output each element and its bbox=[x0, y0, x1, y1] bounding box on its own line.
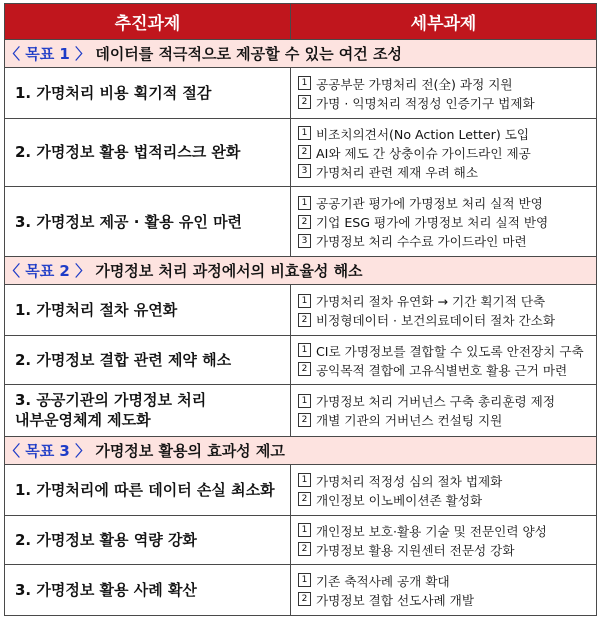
item-number-box: 1 bbox=[298, 473, 311, 487]
task-name: 1. 가명처리 비용 획기적 절감 bbox=[5, 68, 291, 118]
task-details bbox=[291, 515, 597, 564]
detail-text: 가명처리 절차 유연화 → 기간 획기적 단축 bbox=[316, 294, 546, 309]
task-row bbox=[5, 68, 597, 118]
goal-heading bbox=[5, 40, 597, 68]
detail-text: CI로 가명정보를 결합할 수 있도록 안전장치 구축 bbox=[316, 343, 584, 359]
item-number-box: 1 bbox=[298, 343, 311, 357]
goal-label: 〈 목표 1 〉 bbox=[5, 45, 91, 64]
detail-item bbox=[298, 143, 596, 162]
detail-item bbox=[298, 391, 596, 410]
detail-text: 공익목적 결합에 고유식별번호 활용 근거 마련 bbox=[316, 362, 568, 378]
header-tasks: 추진과제 bbox=[5, 4, 291, 40]
goal-title: 가명정보 처리 과정에서의 비효율성 해소 bbox=[95, 262, 363, 281]
item-number-box: 2 bbox=[298, 215, 311, 229]
detail-text: 비정형데이터 · 보건의료데이터 절차 간소화 bbox=[316, 313, 555, 328]
task-name: 3. 가명정보 제공 · 활용 유인 마련 bbox=[5, 187, 291, 257]
detail-item bbox=[298, 490, 596, 509]
task-details bbox=[291, 68, 597, 118]
detail-text: 기존 축적사례 공개 확대 bbox=[316, 573, 450, 589]
goal-heading bbox=[5, 437, 597, 465]
task-row bbox=[5, 515, 597, 564]
detail-item bbox=[298, 93, 596, 112]
task-name: 2. 가명정보 활용 법적리스크 완화 bbox=[5, 118, 291, 187]
detail-item bbox=[298, 540, 596, 559]
goal-row bbox=[5, 40, 597, 68]
detail-text: 가명처리 적정성 심의 절차 법제화 bbox=[316, 473, 503, 489]
item-number-box: 2 bbox=[298, 145, 311, 159]
detail-text: 가명정보 활용 지원센터 전문성 강화 bbox=[316, 542, 515, 558]
task-details bbox=[291, 384, 597, 436]
detail-item bbox=[298, 162, 596, 181]
item-number-box: 3 bbox=[298, 164, 311, 178]
item-number-box: 1 bbox=[298, 573, 311, 587]
detail-item bbox=[298, 571, 596, 590]
goal-title: 데이터를 적극적으로 제공할 수 있는 여건 조성 bbox=[95, 45, 402, 64]
task-name: 3. 가명정보 활용 사례 확산 bbox=[5, 564, 291, 615]
detail-item bbox=[298, 590, 596, 609]
detail-text: 공공부문 가명처리 전(全) 과정 지원 bbox=[316, 76, 513, 92]
task-row bbox=[5, 187, 597, 257]
item-number-box: 1 bbox=[298, 394, 311, 408]
goal-heading bbox=[5, 257, 597, 285]
detail-text: 개인정보 이노베이션존 활성화 bbox=[316, 492, 483, 508]
task-row bbox=[5, 118, 597, 187]
goal-row bbox=[5, 257, 597, 285]
detail-text: 공공기관 평가에 가명정보 처리 실적 반영 bbox=[316, 196, 543, 212]
item-number-box: 2 bbox=[298, 413, 311, 427]
goal-label: 〈 목표 2 〉 bbox=[5, 262, 91, 281]
task-name: 2. 가명정보 결합 관련 제약 해소 bbox=[5, 335, 291, 384]
detail-item bbox=[298, 212, 596, 231]
detail-text: 비조치의견서(No Action Letter) 도입 bbox=[316, 126, 530, 142]
detail-item bbox=[298, 471, 596, 490]
task-name: 1. 가명처리에 따른 데이터 손실 최소화 bbox=[5, 465, 291, 515]
detail-item bbox=[298, 410, 596, 429]
detail-text: 가명처리 관련 제재 우려 해소 bbox=[316, 164, 478, 180]
item-number-box: 2 bbox=[298, 95, 311, 109]
detail-text: AI와 제도 간 상충이슈 가이드라인 제공 bbox=[316, 145, 531, 161]
detail-item bbox=[298, 193, 596, 212]
task-details bbox=[291, 187, 597, 257]
item-number-box: 1 bbox=[298, 294, 311, 308]
detail-item bbox=[298, 360, 596, 379]
item-number-box: 1 bbox=[298, 76, 311, 90]
item-number-box: 2 bbox=[298, 542, 311, 556]
task-details bbox=[291, 285, 597, 335]
task-name: 2. 가명정보 활용 역량 강화 bbox=[5, 515, 291, 564]
detail-text: 가명정보 처리 수수료 가이드라인 마련 bbox=[316, 234, 527, 250]
item-number-box: 2 bbox=[298, 313, 311, 327]
goal-title: 가명정보 활용의 효과성 제고 bbox=[95, 442, 285, 461]
item-number-box: 2 bbox=[298, 592, 311, 606]
header-row bbox=[5, 4, 597, 40]
goal-row bbox=[5, 437, 597, 465]
task-details bbox=[291, 564, 597, 615]
detail-item bbox=[298, 74, 596, 93]
detail-text: 개인정보 보호·활용 기술 및 전문인력 양성 bbox=[316, 523, 547, 539]
task-row bbox=[5, 335, 597, 384]
item-number-box: 1 bbox=[298, 126, 311, 140]
task-details bbox=[291, 118, 597, 187]
detail-text: 가명정보 처리 거버넌스 구축 총리훈령 제정 bbox=[316, 394, 555, 410]
detail-item bbox=[298, 341, 596, 360]
detail-text: 가명정보 결합 선도사례 개발 bbox=[316, 592, 474, 608]
detail-item bbox=[298, 231, 596, 250]
task-row bbox=[5, 465, 597, 515]
item-number-box: 2 bbox=[298, 362, 311, 376]
detail-item bbox=[298, 291, 596, 310]
strategy-table bbox=[4, 3, 597, 616]
detail-item bbox=[298, 521, 596, 540]
task-row bbox=[5, 384, 597, 436]
item-number-box: 1 bbox=[298, 523, 311, 537]
task-details bbox=[291, 465, 597, 515]
detail-text: 기업 ESG 평가에 가명정보 처리 실적 반영 bbox=[316, 215, 549, 231]
item-number-box: 2 bbox=[298, 492, 311, 506]
task-name: 1. 가명처리 절차 유연화 bbox=[5, 285, 291, 335]
item-number-box: 3 bbox=[298, 234, 311, 248]
goal-label: 〈 목표 3 〉 bbox=[5, 442, 91, 461]
task-row bbox=[5, 285, 597, 335]
task-name: 3. 공공기관의 가명정보 처리 내부운영체계 제도화 bbox=[5, 384, 291, 436]
detail-text: 개별 기관의 거버넌스 컨설팅 지원 bbox=[316, 413, 503, 429]
task-details bbox=[291, 335, 597, 384]
task-row bbox=[5, 564, 597, 615]
item-number-box: 1 bbox=[298, 196, 311, 210]
detail-item bbox=[298, 124, 596, 143]
detail-item bbox=[298, 310, 596, 329]
header-subtasks: 세부과제 bbox=[291, 4, 597, 40]
detail-text: 가명 · 익명처리 적정성 인증기구 법제화 bbox=[316, 95, 535, 111]
